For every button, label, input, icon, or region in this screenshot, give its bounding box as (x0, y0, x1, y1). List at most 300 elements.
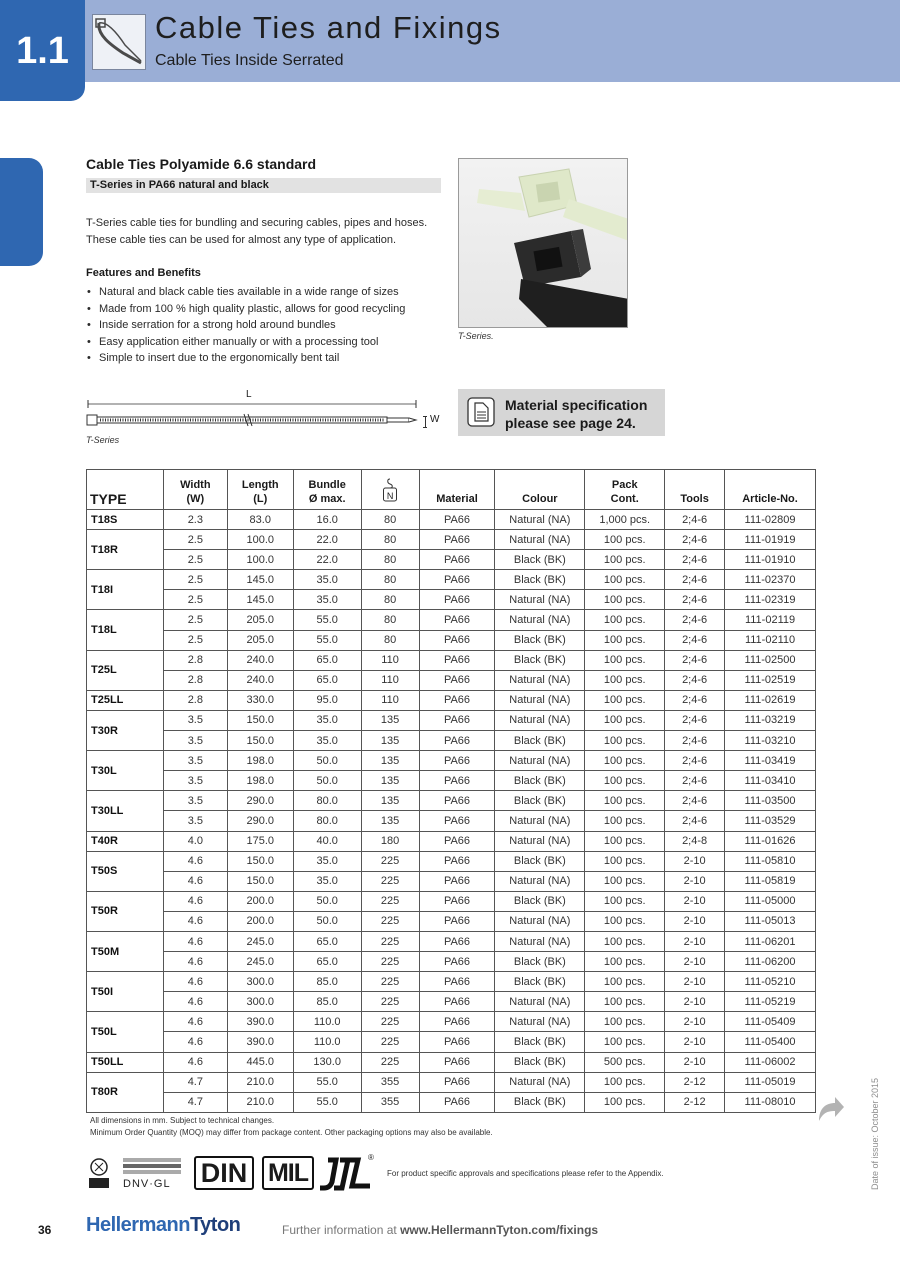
tools-cell: 2-12 (665, 1092, 725, 1112)
width-cell: 4.6 (163, 891, 227, 911)
feature-item: • Made from 100 % high quality plastic, allows for good recycling (86, 301, 405, 318)
width-cell: 2.5 (163, 550, 227, 570)
tools-cell: 2-10 (665, 911, 725, 931)
tools-cell: 2;4-6 (665, 710, 725, 730)
article-cell: 111-02110 (725, 630, 816, 650)
tensile-cell: 80 (361, 510, 419, 530)
material-cell: PA66 (419, 952, 495, 972)
colour-cell: Black (BK) (495, 1052, 585, 1072)
type-cell: T50R (87, 891, 164, 931)
feature-item: • Easy application either manually or with a processing tool (86, 334, 405, 351)
colour-cell: Black (BK) (495, 550, 585, 570)
note-moq: Minimum Order Quantity (MOQ) may differ from package content. Other packaging options may also be available. (90, 1128, 493, 1137)
features-list (86, 284, 405, 367)
width-cell: 3.5 (163, 791, 227, 811)
colour-cell: Natural (NA) (495, 1012, 585, 1032)
col-width (163, 470, 227, 510)
table-row (87, 1092, 816, 1112)
din-badge: DIN (194, 1156, 254, 1190)
tensile-letter: N (386, 491, 394, 501)
dnv-gl-label: DNV·GL (123, 1178, 171, 1190)
tools-cell: 2;4-6 (665, 771, 725, 791)
pack-cell: 100 pcs. (585, 710, 665, 730)
table-row (87, 771, 816, 791)
bundle-cell: 80.0 (293, 791, 361, 811)
type-cell: T18L (87, 610, 164, 650)
tensile-cell: 110 (361, 650, 419, 670)
article-cell: 111-02119 (725, 610, 816, 630)
colour-cell: Black (BK) (495, 952, 585, 972)
length-cell: 210.0 (227, 1072, 293, 1092)
article-cell: 111-03419 (725, 751, 816, 771)
tools-cell: 2;4-6 (665, 731, 725, 751)
bundle-cell: 110.0 (293, 1012, 361, 1032)
tools-cell: 2;4-8 (665, 831, 725, 851)
material-cell: PA66 (419, 871, 495, 891)
material-cell: PA66 (419, 771, 495, 791)
colour-cell: Natural (NA) (495, 670, 585, 690)
width-cell: 2.8 (163, 690, 227, 710)
length-cell: 330.0 (227, 690, 293, 710)
material-cell: PA66 (419, 891, 495, 911)
bundle-cell: 40.0 (293, 831, 361, 851)
features-title: Features and Benefits (86, 267, 201, 279)
article-cell: 111-06200 (725, 952, 816, 972)
bundle-cell: 65.0 (293, 931, 361, 951)
tools-cell: 2;4-6 (665, 811, 725, 831)
bundle-cell: 35.0 (293, 590, 361, 610)
bundle-cell: 85.0 (293, 992, 361, 1012)
table-row (87, 871, 816, 891)
colour-cell: Black (BK) (495, 650, 585, 670)
next-page-arrow-icon[interactable] (815, 1093, 845, 1130)
tensile-cell: 225 (361, 851, 419, 871)
table-row (87, 851, 816, 871)
material-cell: PA66 (419, 1052, 495, 1072)
table-header-row (87, 470, 816, 510)
bundle-cell: 35.0 (293, 851, 361, 871)
dnv-gl-logo (123, 1158, 181, 1174)
length-cell: 300.0 (227, 972, 293, 992)
col-material: Material (419, 470, 495, 510)
article-cell: 111-08010 (725, 1092, 816, 1112)
width-cell: 2.5 (163, 530, 227, 550)
article-cell: 111-05000 (725, 891, 816, 911)
tools-cell: 2;4-6 (665, 690, 725, 710)
length-cell: 198.0 (227, 771, 293, 791)
bundle-cell: 50.0 (293, 911, 361, 931)
tools-cell: 2;4-6 (665, 570, 725, 590)
pack-cell: 100 pcs. (585, 771, 665, 791)
type-cell: T18R (87, 530, 164, 570)
type-cell: T50S (87, 851, 164, 891)
length-cell: 198.0 (227, 751, 293, 771)
length-cell: 445.0 (227, 1052, 293, 1072)
colour-cell: Black (BK) (495, 731, 585, 751)
tools-cell: 2;4-6 (665, 791, 725, 811)
tie-drawing (86, 396, 426, 435)
tools-cell: 2;4-6 (665, 610, 725, 630)
tools-cell: 2;4-6 (665, 590, 725, 610)
tools-cell: 2-10 (665, 1032, 725, 1052)
tensile-cell: 135 (361, 751, 419, 771)
footer-url-link[interactable]: www.HellermannTyton.com/fixings (400, 1223, 599, 1237)
tensile-cell: 225 (361, 972, 419, 992)
tensile-cell: 180 (361, 831, 419, 851)
bundle-cell: 85.0 (293, 972, 361, 992)
col-length-l1: Length (241, 479, 279, 491)
length-cell: 150.0 (227, 851, 293, 871)
width-cell: 4.6 (163, 871, 227, 891)
pack-cell: 100 pcs. (585, 1072, 665, 1092)
tools-cell: 2-12 (665, 1072, 725, 1092)
table-row (87, 710, 816, 730)
tensile-cell: 80 (361, 570, 419, 590)
tensile-cell: 80 (361, 530, 419, 550)
table-row (87, 931, 816, 951)
width-cell: 4.7 (163, 1092, 227, 1112)
length-cell: 240.0 (227, 670, 293, 690)
material-cell: PA66 (419, 1072, 495, 1092)
spec-line: please see page 24. (505, 415, 636, 431)
article-cell: 111-03529 (725, 811, 816, 831)
colour-cell: Black (BK) (495, 791, 585, 811)
col-length-l2: (L) (253, 493, 268, 505)
bundle-cell: 110.0 (293, 1032, 361, 1052)
colour-cell: Natural (NA) (495, 1072, 585, 1092)
mil-badge: MIL (262, 1156, 314, 1190)
bundle-cell: 55.0 (293, 1092, 361, 1112)
tensile-cell: 80 (361, 610, 419, 630)
material-cell: PA66 (419, 791, 495, 811)
tools-cell: 2-10 (665, 891, 725, 911)
type-cell: T30L (87, 751, 164, 791)
width-cell: 2.8 (163, 670, 227, 690)
bundle-cell: 50.0 (293, 891, 361, 911)
width-cell: 4.7 (163, 1072, 227, 1092)
colour-cell: Natural (NA) (495, 590, 585, 610)
length-cell: 200.0 (227, 891, 293, 911)
tools-cell: 2-10 (665, 972, 725, 992)
type-cell: T18S (87, 510, 164, 530)
type-cell: T25LL (87, 690, 164, 710)
brand-logo (86, 1214, 240, 1237)
colour-cell: Natural (NA) (495, 530, 585, 550)
note-dimensions: All dimensions in mm. Subject to technical changes. (90, 1116, 275, 1125)
material-spec-text[interactable] (505, 396, 647, 432)
article-cell: 111-01919 (725, 530, 816, 550)
page-title: Cable Ties and Fixings (155, 10, 502, 45)
tensile-cell: 135 (361, 771, 419, 791)
material-cell: PA66 (419, 931, 495, 951)
bundle-cell: 35.0 (293, 710, 361, 730)
material-cell: PA66 (419, 751, 495, 771)
table-row (87, 952, 816, 972)
feature-item: • Inside serration for a strong hold around bundles (86, 317, 405, 334)
col-pack-l2: Cont. (610, 493, 639, 505)
colour-cell: Black (BK) (495, 1092, 585, 1112)
tensile-cell: 225 (361, 931, 419, 951)
article-cell: 111-03500 (725, 791, 816, 811)
article-cell: 111-05013 (725, 911, 816, 931)
material-cell: PA66 (419, 630, 495, 650)
pack-cell: 100 pcs. (585, 590, 665, 610)
article-cell: 111-05219 (725, 992, 816, 1012)
table-row (87, 751, 816, 771)
length-cell: 145.0 (227, 590, 293, 610)
length-cell: 205.0 (227, 610, 293, 630)
length-dim-label: L (246, 389, 252, 400)
table-row (87, 690, 816, 710)
length-cell: 205.0 (227, 630, 293, 650)
pack-cell: 100 pcs. (585, 550, 665, 570)
colour-cell: Natural (NA) (495, 610, 585, 630)
article-cell: 111-06002 (725, 1052, 816, 1072)
length-cell: 210.0 (227, 1092, 293, 1112)
bundle-cell: 50.0 (293, 771, 361, 791)
tensile-cell: 225 (361, 952, 419, 972)
product-photo (458, 158, 628, 328)
table-row (87, 1052, 816, 1072)
material-cell: PA66 (419, 510, 495, 530)
article-cell: 111-06201 (725, 931, 816, 951)
material-cell: PA66 (419, 590, 495, 610)
intro-line: T-Series cable ties for bundling and securing cables, pipes and hoses. (86, 217, 428, 229)
width-cell: 2.5 (163, 590, 227, 610)
tools-cell: 2;4-6 (665, 670, 725, 690)
table-row (87, 590, 816, 610)
series-line: T-Series in PA66 natural and black (86, 178, 441, 193)
width-cell: 2.5 (163, 610, 227, 630)
col-length (227, 470, 293, 510)
length-cell: 83.0 (227, 510, 293, 530)
pack-cell: 100 pcs. (585, 831, 665, 851)
col-bundle (293, 470, 361, 510)
colour-cell: Natural (NA) (495, 911, 585, 931)
width-cell: 4.6 (163, 992, 227, 1012)
width-cell: 4.6 (163, 1032, 227, 1052)
width-cell: 4.6 (163, 972, 227, 992)
pack-cell: 100 pcs. (585, 931, 665, 951)
photo-caption: T-Series. (458, 331, 494, 341)
material-cell: PA66 (419, 530, 495, 550)
material-cell: PA66 (419, 610, 495, 630)
tools-cell: 2;4-6 (665, 550, 725, 570)
page-subtitle: Cable Ties Inside Serrated (155, 52, 344, 69)
tools-cell: 2-10 (665, 851, 725, 871)
width-cell: 2.8 (163, 650, 227, 670)
table-row (87, 1012, 816, 1032)
pack-cell: 100 pcs. (585, 690, 665, 710)
pack-cell: 100 pcs. (585, 650, 665, 670)
article-cell: 111-01910 (725, 550, 816, 570)
article-cell: 111-05210 (725, 972, 816, 992)
colour-cell: Black (BK) (495, 630, 585, 650)
colour-cell: Natural (NA) (495, 831, 585, 851)
feature-item: • Simple to insert due to the ergonomically bent tail (86, 350, 405, 367)
material-cell: PA66 (419, 851, 495, 871)
tensile-cell: 225 (361, 992, 419, 1012)
pack-cell: 100 pcs. (585, 570, 665, 590)
article-cell: 111-05019 (725, 1072, 816, 1092)
pack-cell: 100 pcs. (585, 630, 665, 650)
bundle-cell: 35.0 (293, 570, 361, 590)
article-cell: 111-01626 (725, 831, 816, 851)
length-cell: 300.0 (227, 992, 293, 1012)
length-cell: 145.0 (227, 570, 293, 590)
table-row (87, 530, 816, 550)
page-number: 36 (38, 1223, 52, 1237)
table-row (87, 630, 816, 650)
width-cell: 3.5 (163, 771, 227, 791)
colour-cell: Black (BK) (495, 891, 585, 911)
pack-cell: 100 pcs. (585, 972, 665, 992)
tensile-cell: 110 (361, 670, 419, 690)
tools-cell: 2-10 (665, 952, 725, 972)
material-cell: PA66 (419, 911, 495, 931)
pack-cell: 100 pcs. (585, 891, 665, 911)
article-cell: 111-02370 (725, 570, 816, 590)
article-cell: 111-03210 (725, 731, 816, 751)
article-cell: 111-03410 (725, 771, 816, 791)
table-row (87, 670, 816, 690)
table-row (87, 891, 816, 911)
colour-cell: Natural (NA) (495, 871, 585, 891)
material-cell: PA66 (419, 550, 495, 570)
pack-cell: 100 pcs. (585, 530, 665, 550)
type-cell: T50L (87, 1012, 164, 1052)
tensile-cell: 355 (361, 1092, 419, 1112)
brand-part1: Hellermann (86, 1214, 190, 1236)
length-cell: 245.0 (227, 931, 293, 951)
width-cell: 2.3 (163, 510, 227, 530)
pack-cell: 100 pcs. (585, 952, 665, 972)
article-cell: 111-03219 (725, 710, 816, 730)
section-number: 1.1 (16, 30, 69, 72)
length-cell: 150.0 (227, 710, 293, 730)
pack-cell: 100 pcs. (585, 670, 665, 690)
article-cell: 111-05810 (725, 851, 816, 871)
pack-cell: 100 pcs. (585, 610, 665, 630)
material-cell: PA66 (419, 570, 495, 590)
length-cell: 175.0 (227, 831, 293, 851)
width-cell: 4.6 (163, 851, 227, 871)
type-cell: T25L (87, 650, 164, 690)
col-colour: Colour (495, 470, 585, 510)
table-row (87, 791, 816, 811)
tools-cell: 2-10 (665, 992, 725, 1012)
pack-cell: 100 pcs. (585, 911, 665, 931)
side-tab (0, 158, 43, 266)
material-cell: PA66 (419, 992, 495, 1012)
pack-cell: 100 pcs. (585, 751, 665, 771)
tensile-cell: 135 (361, 811, 419, 831)
tensile-cell: 80 (361, 550, 419, 570)
colour-cell: Black (BK) (495, 771, 585, 791)
bundle-cell: 95.0 (293, 690, 361, 710)
tensile-weight-icon (382, 478, 398, 502)
pack-cell: 100 pcs. (585, 811, 665, 831)
spec-table (86, 469, 816, 1113)
pack-cell: 100 pcs. (585, 851, 665, 871)
table-row (87, 811, 816, 831)
date-of-issue: Date of issue: October 2015 (870, 1077, 880, 1190)
colour-cell: Natural (NA) (495, 690, 585, 710)
material-cell: PA66 (419, 1032, 495, 1052)
bundle-cell: 55.0 (293, 1072, 361, 1092)
table-row (87, 570, 816, 590)
article-cell: 111-02809 (725, 510, 816, 530)
type-cell: T50M (87, 931, 164, 971)
tensile-cell: 225 (361, 1032, 419, 1052)
length-cell: 290.0 (227, 811, 293, 831)
tensile-cell: 225 (361, 871, 419, 891)
tensile-cell: 135 (361, 731, 419, 751)
tools-cell: 2;4-6 (665, 510, 725, 530)
material-cell: PA66 (419, 972, 495, 992)
registered-mark: ® (368, 1153, 374, 1162)
bureau-veritas-logo (89, 1159, 109, 1188)
width-cell: 2.5 (163, 630, 227, 650)
tools-cell: 2;4-6 (665, 530, 725, 550)
tensile-cell: 80 (361, 630, 419, 650)
colour-cell: Natural (NA) (495, 931, 585, 951)
type-cell: T40R (87, 831, 164, 851)
article-cell: 111-02519 (725, 670, 816, 690)
material-cell: PA66 (419, 831, 495, 851)
table-row (87, 1032, 816, 1052)
feature-item: • Natural and black cable ties available in a wide range of sizes (86, 284, 405, 301)
table-row (87, 911, 816, 931)
tools-cell: 2;4-6 (665, 650, 725, 670)
col-width-l2: (W) (186, 493, 205, 505)
tensile-cell: 80 (361, 590, 419, 610)
width-cell: 2.5 (163, 570, 227, 590)
bundle-cell: 65.0 (293, 670, 361, 690)
colour-cell: Natural (NA) (495, 751, 585, 771)
material-cell: PA66 (419, 710, 495, 730)
tools-cell: 2;4-6 (665, 751, 725, 771)
document-icon (467, 397, 495, 432)
colour-cell: Black (BK) (495, 1032, 585, 1052)
tools-cell: 2-10 (665, 1052, 725, 1072)
bundle-cell: 35.0 (293, 871, 361, 891)
type-cell: T50LL (87, 1052, 164, 1072)
colour-cell: Natural (NA) (495, 510, 585, 530)
material-cell: PA66 (419, 670, 495, 690)
length-cell: 290.0 (227, 791, 293, 811)
length-cell: 245.0 (227, 952, 293, 972)
bundle-cell: 55.0 (293, 630, 361, 650)
type-cell: T30R (87, 710, 164, 750)
col-pack (585, 470, 665, 510)
pack-cell: 100 pcs. (585, 1032, 665, 1052)
type-cell: T80R (87, 1072, 164, 1112)
table-row (87, 650, 816, 670)
bundle-cell: 65.0 (293, 952, 361, 972)
intro-text (86, 215, 427, 249)
col-bundle-l1: Bundle (308, 479, 346, 491)
colour-cell: Black (BK) (495, 972, 585, 992)
table-row (87, 972, 816, 992)
material-cell: PA66 (419, 1012, 495, 1032)
table-row (87, 1072, 816, 1092)
colour-cell: Black (BK) (495, 570, 585, 590)
width-cell: 3.5 (163, 710, 227, 730)
col-pack-l1: Pack (611, 479, 638, 491)
bundle-cell: 22.0 (293, 530, 361, 550)
length-cell: 150.0 (227, 871, 293, 891)
